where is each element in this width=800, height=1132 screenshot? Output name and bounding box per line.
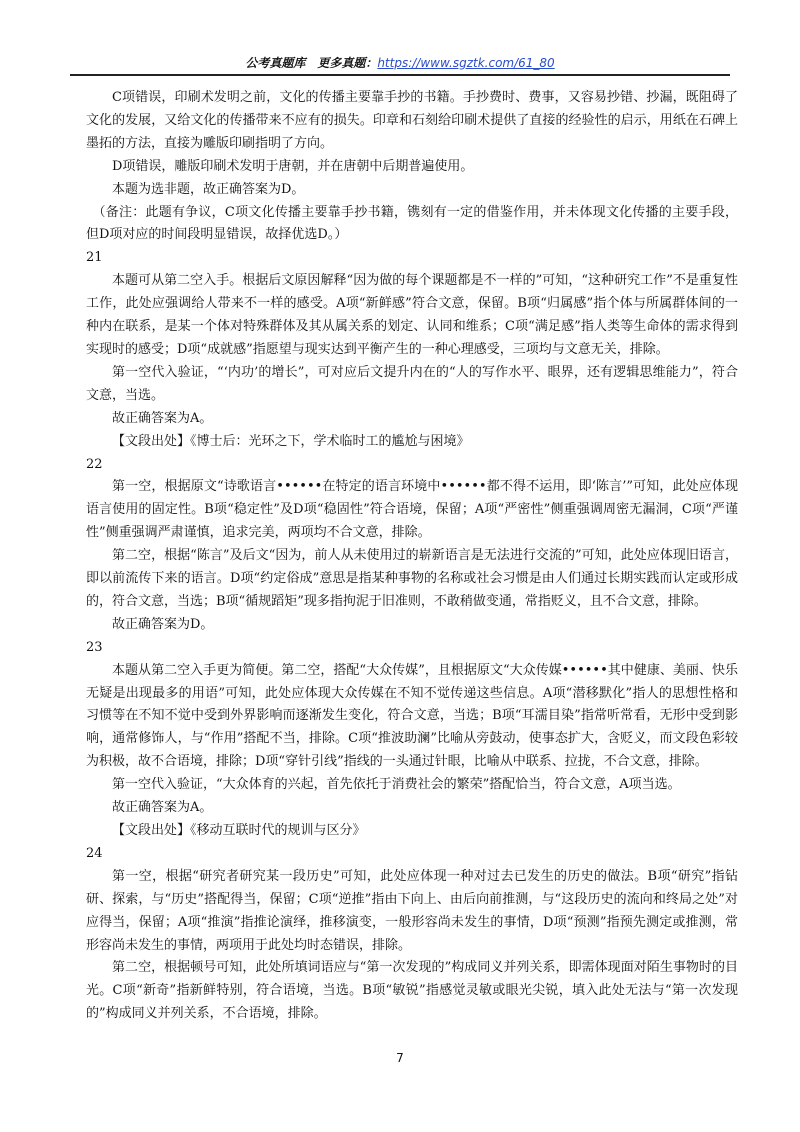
paragraph: 故正确答案为A。 <box>112 410 213 426</box>
header-label: 公考真题库 更多真题： <box>245 56 378 70</box>
paragraph: 第一空代入验证，“‘内功’的增长”，可对应后文提升内在的“人的写作水平、眼界，还有逻辑思维能力”，符合文意，当选。 <box>86 364 738 403</box>
note-paragraph: （备注：此题有争议，C项文化传播主要靠手抄书籍，镌刻有一定的借鉴作用，并未体现文化传播的主要手段，但D项对应的时间段明显错误，故择优选D。） <box>86 204 738 243</box>
paragraph: C项错误，印刷术发明之前，文化的传播主要靠手抄的书籍。手抄费时、费事，又容易抄错、抄漏，既阻碍了文化的发展，又给文化的传播带来不应有的损失。印章和石刻给印刷术提供了直接的经验性的启示，用纸在石碑上墨拓的方法，直接为雕版印刷指明了方向。 <box>86 90 738 151</box>
document-body <box>86 87 738 1026</box>
page-header <box>0 54 800 71</box>
paragraph: 第二空，根据“陈言”及后文“因为，前人从未使用过的崭新语言是无法进行交流的”可知，此处应体现旧语言，即以前流传下来的语言。D项“约定俗成”意思是指某种事物的名称或社会习惯是由人们通过长期实践而认定或形成的，符合文意，当选；B项“循规蹈矩”现多指拘泥于旧准则，不敢稍做变通，常指贬义，且不合文意，排除。 <box>86 548 738 609</box>
page-number: 7 <box>396 1051 404 1065</box>
header-rule <box>70 74 730 76</box>
question-number: 24 <box>86 845 103 861</box>
paragraph: 第一空，根据原文“诗歌语言••••••在特定的语言环境中••••••都不得不运用，即‘陈言’”可知，此处应体现语言使用的固定性。B项“稳定性”及D项“稳固性”符合语境，保留；A项“严密性”侧重强调周密无漏洞，C项“严谨性”侧重强调严肃谨慎，追求完美，两项均不合文意，排除。 <box>86 479 738 541</box>
header-link[interactable]: https://www.sgztk.com/61_80 <box>377 56 555 70</box>
paragraph: 本题可从第二空入手。根据后文原因解释“因为做的每个课题都是不一样的”可知，“这种研究工作”不是重复性工作，此处应强调给人带来不一样的感受。A项“新鲜感”符合文意，保留。B项“归属感”指个体与所属群体间的一种内在联系，是某一个体对特殊群体及其从属关系的划定、认同和维系；C项“满足感”指人类等生命体的需求得到实现时的感受；D项“成就感”指愿望与现实达到平衡产生的一种心理感受，三项均与文意无关，排除。 <box>86 273 738 357</box>
paragraph: 故正确答案为D。 <box>112 616 214 632</box>
question-number: 23 <box>86 639 103 655</box>
paragraph: 第一空，根据“研究者研究某一段历史”可知，此处应体现一种对过去已发生的历史的做法。B项“研究”指钻研、探索，与“历史”搭配得当，保留；C项“逆推”指由下向上、由后向前推测，与“这段历史的流向和终局之处”对应得当，保留；A项“推演”指推论演绎，推移演变，一般形容尚未发生的事情，D项“预测”指预先测定或推测，常形容尚未发生的事情，两项用于此处均时态错误，排除。 <box>86 868 738 953</box>
question-number: 21 <box>86 250 103 266</box>
paragraph: D项错误，雕版印刷术发明于唐朝，并在唐朝中后期普遍使用。 <box>112 158 474 174</box>
paragraph: 第一空代入验证，“大众体育的兴起，首先依托于消费社会的繁荣”搭配恰当，符合文意，A项当选。 <box>112 777 681 793</box>
paragraph: 本题从第二空入手更为简便。第二空，搭配“大众传媒”，且根据原文“大众传媒••••••其中健康、美丽、快乐无疑是出现最多的用语”可知，此处应体现大众传媒在不知不觉传递这些信息。A项“潜移默化”指人的思想性格和习惯等在不知不觉中受到外界影响而逐渐发生变化，符合文意，当选；B项“耳濡目染”指常听常看，无形中受到影响，通常修饰人，与“作用”搭配不当，排除。C项“推波助澜”比喻从旁鼓动，使事态扩大，含贬义，而文段色彩较为积极，故不合语境，排除；D项“穿针引线”指线的一头通过针眼，比喻从中联系、拉拢，不合文意，排除。 <box>86 662 738 770</box>
paragraph: 故正确答案为A。 <box>112 800 213 816</box>
question-number: 22 <box>86 456 103 472</box>
source-paragraph: 【文段出处】《移动互联时代的规训与区分》 <box>112 823 366 838</box>
paragraph: 本题为选非题，故正确答案为D。 <box>112 181 305 197</box>
source-paragraph: 【文段出处】《博士后：光环之下，学术临时工的尴尬与困境》 <box>112 433 470 449</box>
paragraph: 第二空，根据顿号可知，此处所填词语应与“第一次发现的”构成同义并列关系，即需体现面对陌生事物时的目光。C项“新奇”指新鲜特别，符合语境，当选。B项“敏锐”指感觉灵敏或眼光尖锐，填入此处无法与“第一次发现的”构成同义并列关系，不合语境，排除。 <box>86 960 738 1022</box>
